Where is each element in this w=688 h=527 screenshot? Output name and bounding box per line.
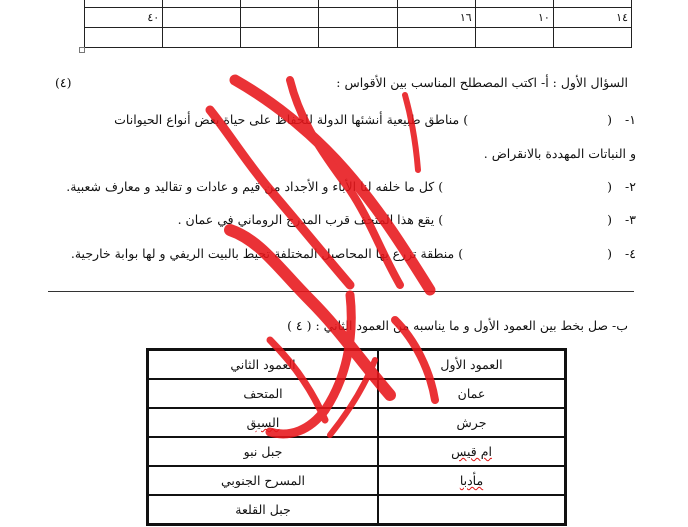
question-item-1	[114, 112, 636, 128]
question-b-marks: ( ٤ )	[287, 318, 312, 333]
score-cell	[319, 0, 397, 8]
item-number: ٤-	[625, 246, 636, 261]
open-paren: (	[607, 212, 613, 227]
score-cell	[85, 0, 163, 8]
section-divider	[48, 291, 634, 292]
score-cell	[553, 28, 631, 48]
score-cell: ٤٠	[85, 8, 163, 28]
first-column-cell[interactable]	[378, 437, 565, 466]
score-cell: ١٠	[475, 8, 553, 28]
question-item-4	[71, 246, 636, 262]
second-column-cell[interactable]: المتحف	[148, 379, 378, 408]
item-text: يقع هذا المتحف قرب المدرج الروماني في عمان .	[177, 212, 435, 227]
first-column-cell[interactable]	[378, 495, 565, 524]
score-cell	[241, 0, 319, 8]
matching-header-row	[148, 350, 565, 379]
close-paren: )	[463, 112, 469, 127]
item-number: ٣-	[625, 212, 636, 227]
watermark-stroke	[405, 95, 418, 170]
close-paren: )	[458, 246, 464, 261]
score-cell	[241, 8, 319, 28]
item-number: ١-	[625, 112, 636, 127]
first-column-text: ام قيس	[451, 444, 492, 459]
item-text: مناطق طبيعية أنشئها الدولة للحفاظ على حياة بعض أنواع الحيوانات	[114, 112, 460, 127]
score-cell	[163, 8, 241, 28]
matching-row	[148, 408, 565, 437]
first-column-cell[interactable]: جرش	[378, 408, 565, 437]
score-cell	[241, 28, 319, 48]
score-row	[85, 8, 632, 28]
second-column-cell[interactable]: جبل نبو	[148, 437, 378, 466]
second-column-cell[interactable]	[148, 408, 378, 437]
question-b-title	[287, 318, 628, 334]
item-text: كل ما خلفه لنا الأباء و الأجداد من قيم و عادات و تقاليد و معارف شعبية.	[66, 179, 435, 194]
item-number: ٢-	[625, 179, 636, 194]
open-paren: (	[607, 179, 613, 194]
first-column-cell[interactable]	[378, 466, 565, 495]
second-column-text: السيق	[246, 415, 280, 430]
close-paren: )	[438, 179, 444, 194]
score-row	[85, 0, 632, 8]
matching-row	[148, 495, 565, 524]
matching-table	[146, 348, 567, 526]
question-one-marks: (٤)	[55, 75, 72, 90]
score-cell	[475, 28, 553, 48]
first-column-cell[interactable]: عمان	[378, 379, 565, 408]
score-cell	[475, 0, 553, 8]
first-column-text: مأدبا	[459, 473, 484, 488]
second-column-cell[interactable]: جبل القلعة	[148, 495, 378, 524]
score-cell	[397, 28, 475, 48]
score-cell	[553, 0, 631, 8]
score-cell	[85, 28, 163, 48]
score-cell	[397, 0, 475, 8]
question-one-title: السؤال الأول : أ- اكتب المصطلح المناسب بين الأقواس :	[336, 75, 628, 90]
close-paren: )	[438, 212, 444, 227]
score-cell	[163, 28, 241, 48]
question-item-3	[178, 212, 636, 228]
score-row	[85, 28, 632, 48]
open-paren: (	[607, 112, 613, 127]
question-item-2	[66, 179, 636, 195]
question-item-1-continuation: و النباتات المهددة بالانقراض .	[483, 146, 636, 161]
score-cell	[319, 8, 397, 28]
matching-row	[148, 379, 565, 408]
second-column-cell[interactable]: المسرح الجنوبي	[148, 466, 378, 495]
matching-row	[148, 437, 565, 466]
score-cell	[319, 28, 397, 48]
question-b-text: ب- صل بخط بين العمود الأول و ما يناسبه من العمود الثاني :	[315, 318, 628, 333]
open-paren: (	[607, 246, 613, 261]
item-text: منطقة تزرع بها المحاصيل المختلفة تحيط بالبيت الريفي و لها بوابة خارجية.	[70, 246, 455, 261]
score-table	[84, 0, 632, 48]
column-first-header: العمود الأول	[378, 350, 565, 379]
table-anchor-handle[interactable]	[79, 47, 85, 53]
column-second-header: العمود الثاني	[148, 350, 378, 379]
score-cell: ١٤	[553, 8, 631, 28]
matching-row	[148, 466, 565, 495]
score-cell	[163, 0, 241, 8]
score-cell: ١٦	[397, 8, 475, 28]
